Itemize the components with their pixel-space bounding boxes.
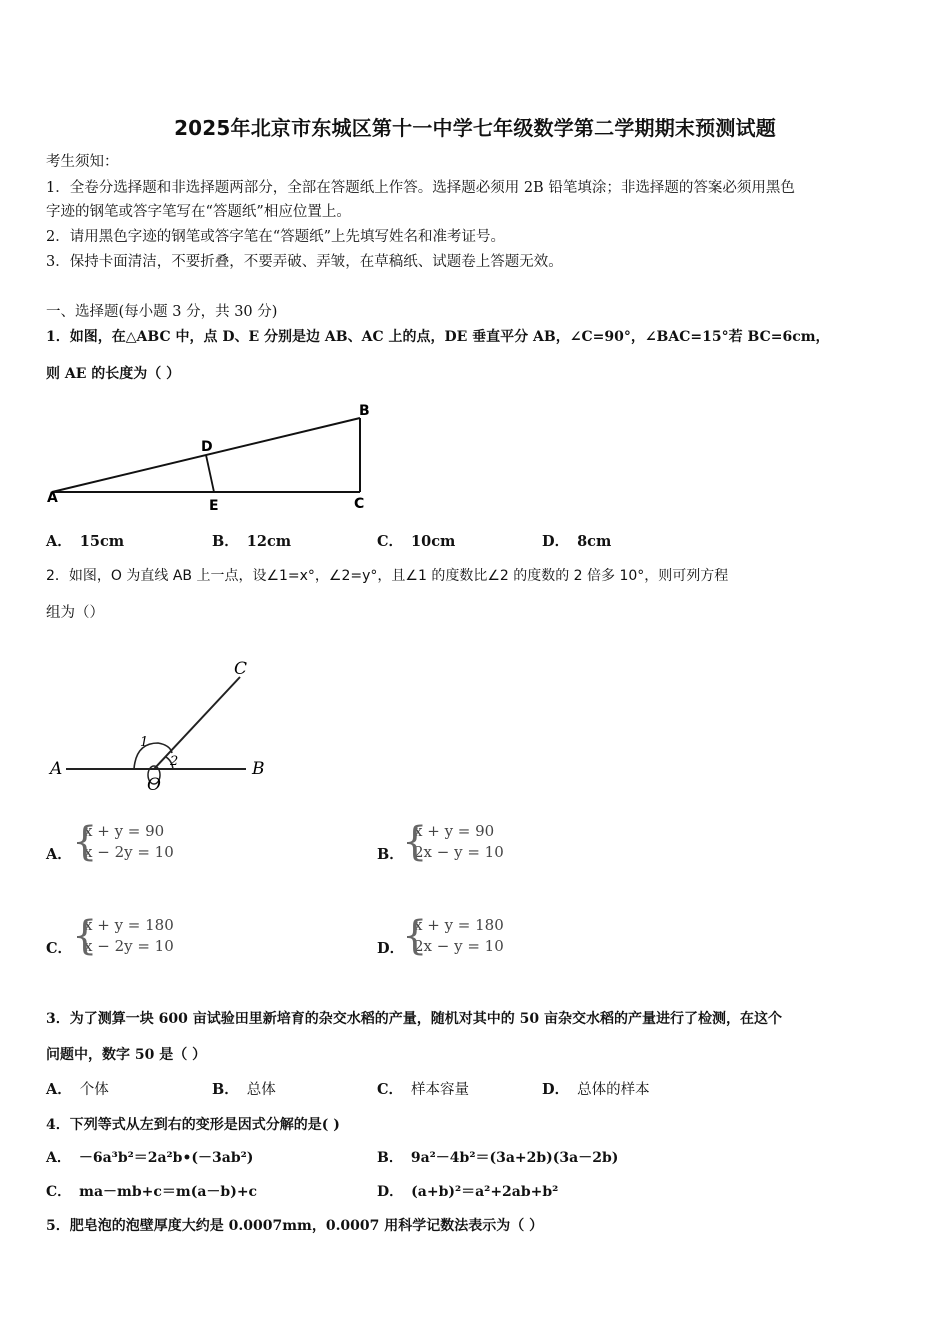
q1-label-d: D [201,439,213,455]
q3-option-b-label: B． [212,1081,239,1098]
q1-option-b-text: 12cm [246,533,292,550]
notice-item-1-line-2: 字迹的钢笔或答字笔写在“答题纸”相应位置上。 [46,204,351,220]
q1-option-c-text: 10cm [411,533,456,550]
q2-option-d[interactable] [377,939,404,959]
q2-option-c-brace: { [72,913,98,959]
q1-option-d-text: 8cm [577,533,612,550]
q4-option-a[interactable] [46,1148,253,1168]
q2-option-d-brace: { [402,913,428,959]
section-heading: 一、选择题(每小题 3 分，共 30 分) [46,304,278,320]
q1-option-d[interactable] [542,532,611,552]
notice-heading: 考生须知： [46,154,119,170]
q2-label-angle-2: 2 [170,754,179,769]
q2-option-c-eq-2: x − 2y = 10 [84,937,174,955]
q4-option-d[interactable] [377,1182,558,1202]
q1-option-a-label: A． [46,533,72,550]
q1-option-c-label: C． [377,533,404,550]
q2-option-c-system [72,915,174,957]
q2-option-b-label: B． [377,846,404,863]
q1-option-d-label: D． [542,533,570,550]
q2-option-c[interactable] [46,939,72,959]
q1-label-e: E [209,498,219,514]
q1-option-a-text: 15cm [79,533,125,550]
q1-option-c[interactable] [377,532,455,552]
q3-option-b-text: 总体 [246,1082,276,1098]
q1-label-b: B [359,403,370,419]
q3-option-c-text: 样本容量 [411,1082,470,1098]
q2-option-a-label: A． [46,846,72,863]
q2-option-d-label: D． [377,940,405,957]
q2-option-d-eq-2: 2x − y = 10 [414,937,504,955]
q3-option-d-label: D． [542,1081,570,1098]
q3-option-d-text: 总体的样本 [577,1082,650,1098]
notice-item-2: 2．请用黑色字迹的钢笔或答字笔在“答题纸”上先填写姓名和准考证号。 [46,229,506,245]
q5-stem: 5．肥皂泡的泡壁厚度大约是 0.0007mm，0.0007 用科学记数法表示为（ ） [46,1218,544,1234]
q4-option-c-text: ma－mb+c＝m(a－b)+c [79,1184,258,1200]
q1-label-a: A [47,490,58,506]
q2-option-d-eq-1: x + y = 180 [414,916,504,934]
q2-option-a-brace: { [72,819,98,865]
q4-option-c-label: C． [46,1184,72,1200]
q2-option-b-system [402,821,504,863]
q2-option-b-eq-2: 2x − y = 10 [414,843,504,861]
page-title: 2025年北京市东城区第十一中学七年级数学第二学期期末预测试题 [174,116,776,140]
q2-angle-figure [46,655,286,795]
q3-option-d[interactable] [542,1080,650,1100]
q1-option-a[interactable] [46,532,124,552]
q2-option-a-eq-1: x + y = 90 [84,822,165,840]
q1-stem-line-2: 则 AE 的长度为（ ） [46,366,181,382]
q2-ray-oc [154,677,240,769]
q2-label-o: O [147,775,161,795]
q4-stem: 4．下列等式从左到右的变形是因式分解的是( ) [46,1117,340,1133]
q3-stem-line-1: 3．为了测算一块 600 亩试验田里新培育的杂交水稻的产量，随机对其中的 50 亩杂交水稻的产量进行了检测，在这个 [46,1011,782,1027]
q1-option-b[interactable] [212,532,291,552]
q2-label-c: C [234,659,248,679]
q4-option-d-label: D． [377,1184,404,1200]
q4-option-a-text: －6a³b²＝2a²b•(－3ab²) [78,1150,254,1166]
q3-stem-line-2: 问题中，数字 50 是（ ） [46,1047,207,1063]
q2-stem-line-1: 2．如图，O 为直线 AB 上一点，设∠1=x°，∠2=y°，且∠1 的度数比∠2 的度数的 2 倍多 10°，则可列方程 [46,568,729,584]
q4-option-d-text: (a+b)²＝a²+2ab+b² [411,1184,559,1200]
q4-option-b-label: B． [377,1150,403,1166]
q3-option-c-label: C． [377,1081,404,1098]
q2-stem-line-2: 组为（） [46,605,104,621]
q4-option-b[interactable] [377,1148,618,1168]
q1-segment-de [206,455,214,492]
notice-item-3: 3．保持卡面清洁，不要折叠，不要弄破、弄皱，在草稿纸、试题卷上答题无效。 [46,254,563,270]
q3-option-b[interactable] [212,1080,276,1100]
q3-option-a-text: 个体 [79,1082,109,1098]
q4-option-b-text: 9a²－4b²＝(3a+2b)(3a－2b) [410,1150,619,1166]
q3-option-c[interactable] [377,1080,469,1100]
q1-option-b-label: B． [212,533,239,550]
q2-label-b: B [252,759,265,779]
q2-option-a-system [72,821,174,863]
q4-option-c[interactable] [46,1182,257,1202]
q2-option-b-eq-1: x + y = 90 [414,822,495,840]
q3-option-a-label: A． [46,1081,72,1098]
q4-option-a-label: A． [46,1150,71,1166]
q2-option-b-brace: { [402,819,428,865]
q2-option-c-label: C． [46,940,73,957]
q1-label-c: C [354,496,365,512]
q1-stem-line-1: 1．如图，在△ABC 中，点 D、E 分别是边 AB、AC 上的点，DE 垂直平分 AB，∠C=90°，∠BAC=15°若 BC=6cm， [46,329,830,345]
q2-label-a: A [50,759,63,779]
q3-option-a[interactable] [46,1080,109,1100]
q2-label-angle-1: 1 [140,735,149,750]
q2-option-a[interactable] [46,845,72,865]
q2-option-a-eq-2: x − 2y = 10 [84,843,174,861]
q2-option-b[interactable] [377,845,404,865]
q1-triangle-figure [46,400,386,515]
q2-option-d-system [402,915,504,957]
q2-option-c-eq-1: x + y = 180 [84,916,174,934]
notice-item-1-line-1: 1．全卷分选择题和非选择题两部分，全部在答题纸上作答。选择题必须用 2B 铅笔填涂；非选择题的答案必须用黑色 [46,180,795,196]
